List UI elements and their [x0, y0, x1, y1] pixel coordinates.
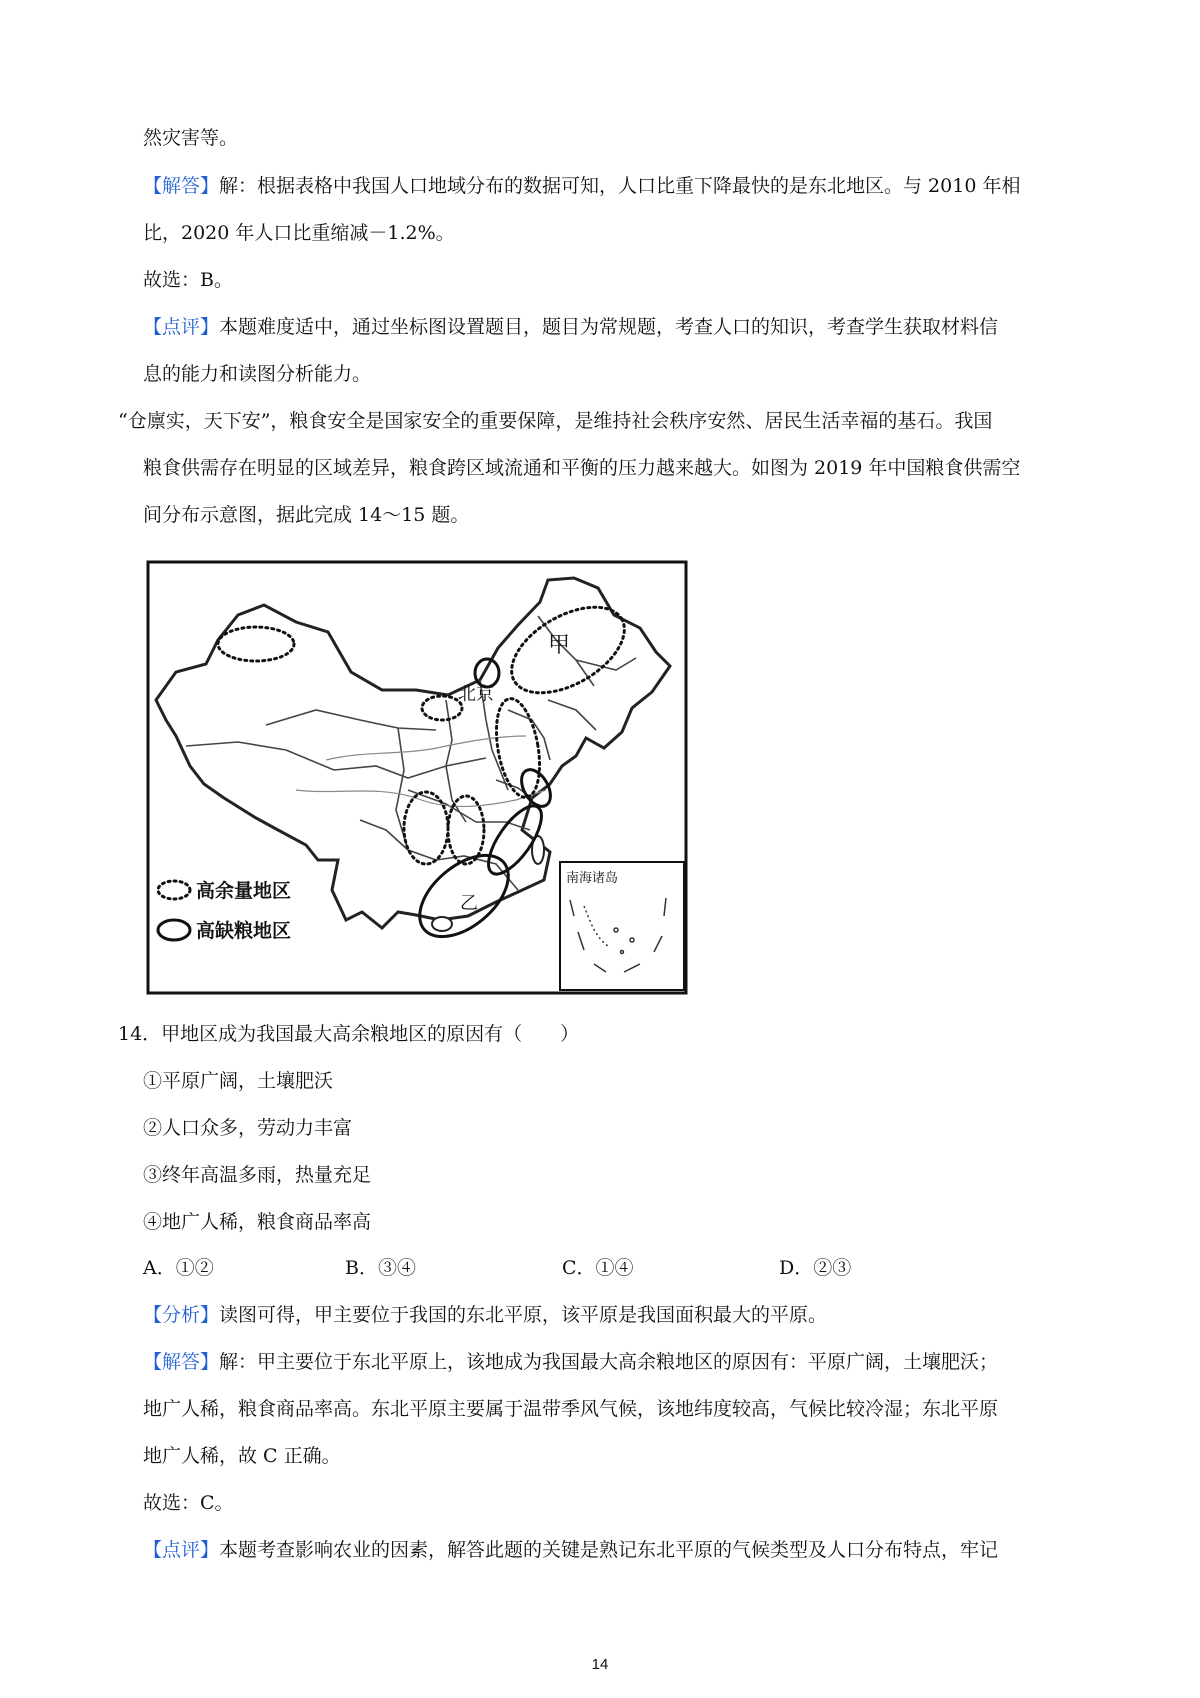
legend-deficit-label: 高缺粮地区 [196, 920, 292, 942]
analysis-text: 读图可得，甲主要位于我国的东北平原，该平原是我国面积最大的平原。 [219, 1304, 828, 1326]
paragraph-line: 息的能力和读图分析能力。 [143, 363, 372, 385]
china-grain-map [146, 560, 688, 995]
answer-paragraph [143, 174, 1020, 198]
inset-title: 南海诸岛 [566, 871, 619, 886]
paragraph-line: 然灾害等。 [143, 127, 239, 149]
statement-2: ②人口众多，劳动力丰富 [143, 1117, 353, 1139]
hainan-island [432, 917, 452, 931]
choice-line: 故选：B。 [143, 269, 233, 291]
comment-tag: 【点评】 [143, 316, 220, 338]
label-yi: 乙 [460, 893, 478, 914]
option-a[interactable]: A．①② [143, 1257, 214, 1279]
question-stem: 14．甲地区成为我国最大高余粮地区的原因有（ ） [118, 1023, 580, 1045]
label-jia: 甲 [548, 633, 571, 658]
legend-surplus-label: 高余量地区 [196, 880, 292, 902]
choice-line: 故选：C。 [143, 1492, 234, 1514]
analysis-tag: 【分析】 [143, 1304, 220, 1326]
paragraph-line: 地广人稀，粮食商品率高。东北平原主要属于温带季风气候，该地纬度较高，气候比较冷湿；东北平原 [143, 1398, 999, 1420]
page-number: 14 [591, 1656, 609, 1673]
answer-tag: 【解答】 [143, 175, 220, 197]
answer-paragraph [143, 1350, 998, 1374]
comment-tag: 【点评】 [143, 1539, 220, 1561]
intro-line: 粮食供需存在明显的区域差异，粮食跨区域流通和平衡的压力越来越大。如图为 2019 年中国粮食供需空 [143, 457, 1021, 479]
answer-text: 解：根据表格中我国人口地域分布的数据可知，人口比重下降最快的是东北地区。与 2010 年相 [219, 175, 1021, 197]
option-b[interactable]: B．③④ [345, 1257, 416, 1279]
comment-text: 本题考查影响农业的因素，解答此题的关键是熟记东北平原的气候类型及人口分布特点，牢记 [219, 1539, 999, 1561]
intro-line: “仓廪实，天下安”，粮食安全是国家安全的重要保障，是维持社会秩序安然、居民生活幸福的基石。我国 [118, 410, 993, 432]
comment-text: 本题难度适中，通过坐标图设置题目，题目为常规题，考查人口的知识，考查学生获取材料信 [219, 316, 999, 338]
answer-text: 解：甲主要位于东北平原上，该地成为我国最大高余粮地区的原因有：平原广阔，土壤肥沃； [219, 1351, 999, 1373]
paragraph-line: 地广人稀，故 C 正确。 [143, 1445, 341, 1467]
intro-line: 间分布示意图，据此完成 14～15 题。 [143, 504, 470, 526]
comment-paragraph [143, 315, 998, 339]
statement-4: ④地广人稀，粮食商品率高 [143, 1211, 372, 1233]
paragraph-line: 比，2020 年人口比重缩减－1.2%。 [143, 222, 455, 244]
label-beijing: 北京 [458, 684, 494, 705]
statement-1: ①平原广阔，土壤肥沃 [143, 1070, 334, 1092]
answer-tag: 【解答】 [143, 1351, 220, 1373]
option-c[interactable]: C．①④ [562, 1257, 634, 1279]
comment-paragraph [143, 1538, 998, 1562]
option-d[interactable]: D．②③ [779, 1257, 852, 1279]
analysis-paragraph [143, 1303, 827, 1327]
statement-3: ③终年高温多雨，热量充足 [143, 1164, 372, 1186]
